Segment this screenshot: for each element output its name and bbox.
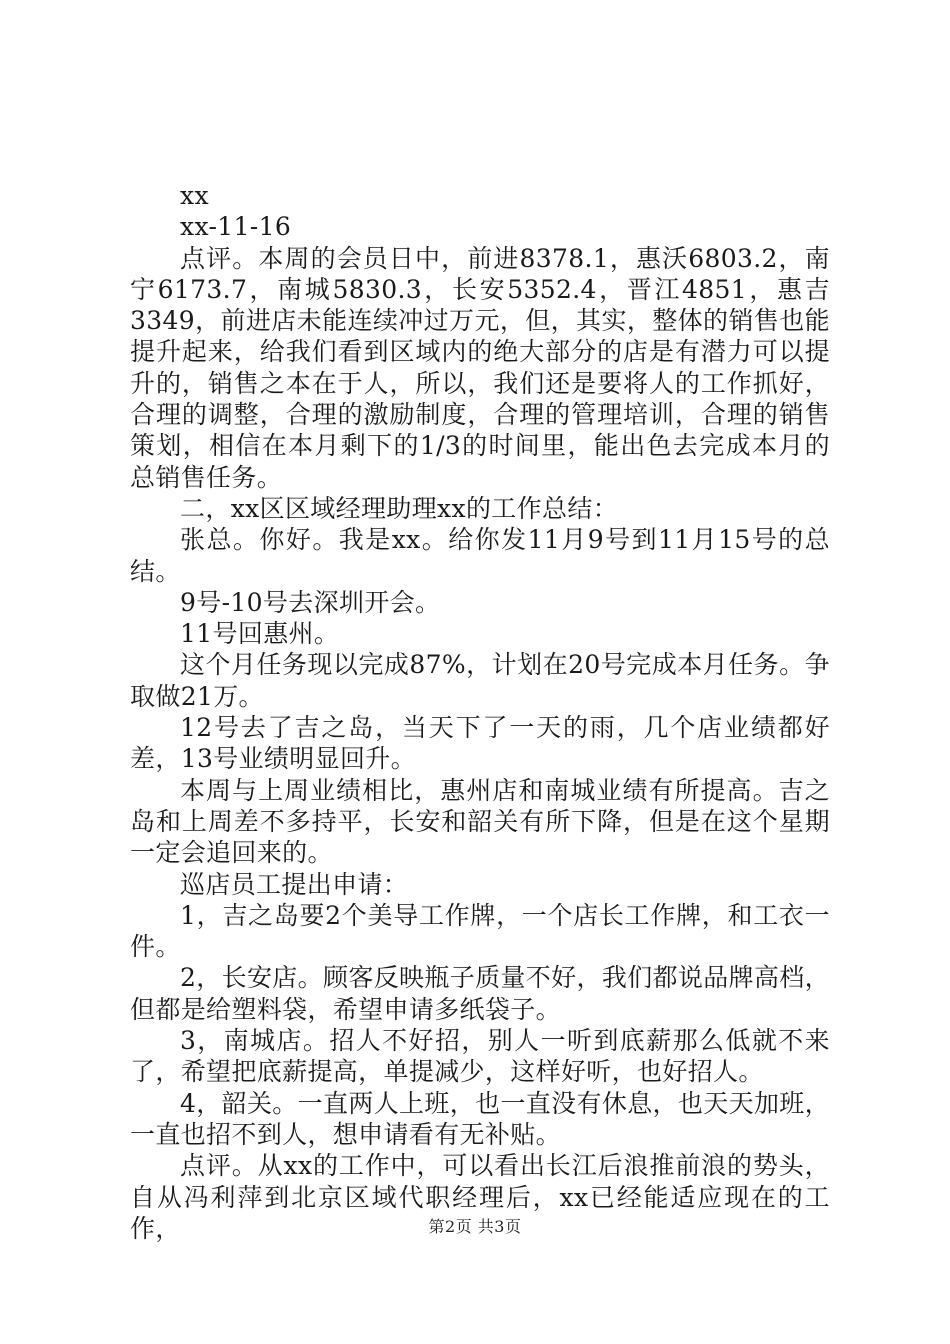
paragraph-return: 11号回惠州。 [180, 619, 340, 649]
paragraph-section-heading: 二，xx区区域经理助理xx的工作总结： [180, 493, 619, 523]
paragraph-comment-final: 点评。从xx的工作中，可以看出长江后浪推前浪的势头，自从冯利萍到北京区域代职经理后，xx已经能适应现在的工作， [130, 1151, 830, 1243]
document-body [130, 180, 830, 1244]
paragraph-greeting: 张总。你好。我是xx。给你发11月9号到11月15号的总结。 [130, 525, 830, 586]
paragraph-meeting: 9号-10号去深圳开会。 [180, 587, 441, 617]
paragraph-request-2: 2，长安店。顾客反映瓶子质量不好，我们都说品牌高档，但都是给塑料袋，希望申请多纸袋子。 [130, 963, 831, 1024]
paragraph-comment-member-day: 点评。本周的会员日中，前进8378.1，惠沃6803.2，南宁6173.7，南城5830.3，长安5352.4，晋江4851，惠吉3349，前进店未能连续冲过万元，但，其实，整体的销售也能提升起来，给我们看到区域内的绝大部分的店是有潜力可以提升的，销售之本在于人，所以，我们还是要将人的工作抓好，合理的调整，合理的激励制度，合理的管理培训，合理的销售策划，相信在本月剩下的1/3的时间里，能出色去完成本月的总销售任务。 [130, 243, 830, 492]
paragraph-request-1: 1，吉之岛要2个美导工作牌，一个店长工作牌，和工衣一件。 [130, 900, 830, 962]
paragraph-author: xx [180, 181, 209, 210]
paragraph-requests-heading: 巡店员工提出申请： [180, 869, 409, 899]
paragraph-request-3: 3，南城店。招人不好招，别人一听到底薪那么低就不来了，希望把底薪提高，单提减少，这样好听，也好招人。 [130, 1026, 830, 1087]
paragraph-weekly-comparison: 本周与上周业绩相比，惠州店和南城业绩有所提高。吉之岛和上周差不多持平，长安和韶关有所下降，但是在这个星期一定会追回来的。 [130, 775, 830, 868]
paragraph-request-4: 4，韶关。一直两人上班，也一直没有休息，也天天加班，一直也招不到人，想申请看有无补贴。 [130, 1088, 831, 1149]
page-number: 第2页 共3页 [428, 1217, 522, 1236]
paragraph-date: xx-11-16 [180, 212, 292, 242]
page-footer [0, 1217, 950, 1237]
paragraph-task-progress: 这个月任务现以完成87%，计划在20号完成本月任务。争取做21万。 [130, 650, 830, 711]
paragraph-weather-impact: 12号去了吉之岛，当天下了一天的雨，几个店业绩都好差，13号业绩明显回升。 [130, 713, 830, 774]
